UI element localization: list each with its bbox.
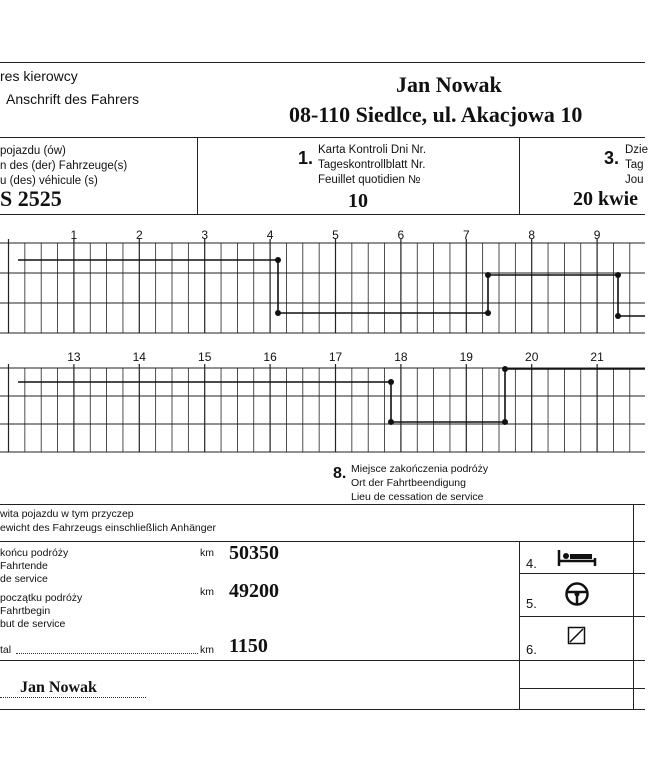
end-place-label-fr: Lieu de cessation de service [351,491,484,503]
legend-extra-rule [519,688,645,689]
bottom-grid-hour-label: 18 [394,350,408,364]
legend-bottom-rule [0,660,645,661]
bottom-grid-hour-label: 14 [132,350,146,364]
lower-section-rule [0,504,645,505]
end-place-number: 8. [333,465,347,482]
top-grid-hour-label: 4 [266,228,274,242]
date-label-de: Tag [625,159,644,171]
signature-dotted-line [0,697,146,698]
date-value: 20 kwie [573,188,638,210]
km-end-label-pl: końcu podróży [0,547,69,559]
bottom-grid-hour-label: 20 [525,350,539,364]
date-label-pl: Dzie [625,144,648,156]
top-activity-trace [18,260,645,316]
weight-label-pl: wita pojazdu w tym przyczep [0,508,134,520]
top-grid-hour-label: 6 [397,228,405,242]
bed-icon [557,548,597,568]
steering-wheel-icon [564,581,590,607]
date-label-fr: Jou [625,174,644,186]
km-start-label-de: Fahrtbegin [0,605,51,617]
legend-row-rule-1 [519,573,645,574]
end-place-label-pl: Miejsce zakończenia podróży [351,463,489,475]
bottom-grid-hour-label: 16 [263,350,277,364]
top-activity-trace-point [275,257,281,263]
card-label-pl: Karta Kontroli Dni Nr. [318,144,427,156]
km-start-unit: km [200,586,214,598]
top-grid-hour-label: 3 [201,228,209,242]
km-total-label: tal [0,644,12,656]
legend-right-border [633,504,634,709]
km-end-value: 50350 [229,542,279,564]
top-activity-trace-point [275,310,281,316]
driver-name: Jan Nowak [396,72,502,97]
bottom-activity-trace-point [502,419,508,425]
card-label-fr: Feuillet quotidien № [318,174,421,186]
date-field-number: 3. [604,148,620,168]
bottom-activity-trace-point [388,379,394,385]
top-grid-hour-label: 8 [528,228,536,242]
address-label-pl: res kierowcy [0,68,78,84]
top-grid-hour-label: 7 [462,228,470,242]
bottom-activity-trace-point [388,419,394,425]
km-total-value: 1150 [229,635,268,657]
top-grid-hour-label: 2 [135,228,143,242]
legend-left-border [519,541,520,709]
km-start-value: 49200 [229,580,279,602]
card-label-de: Tageskontrollblatt Nr. [318,159,426,171]
address-label-de: Anschrift des Fahrers [6,91,140,107]
vehicle-label-pl: pojazdu (ów) [0,145,66,157]
bottom-grid-hour-label: 13 [67,350,81,364]
km-end-label-fr: de service [0,573,48,585]
top-activity-trace-point [615,313,621,319]
vehicle-label-fr: u (des) véhicule (s) [0,175,98,187]
form-bottom-rule [0,709,645,710]
top-grid-hour-label: 5 [332,228,339,242]
km-start-label-fr: but de service [0,618,66,630]
legend-work-number: 6. [526,642,537,657]
top-activity-trace-point [485,310,491,316]
km-total-dotted-leader [16,653,198,654]
legend-rest-number: 4. [526,556,537,571]
km-end-unit: km [200,547,214,559]
card-field-number: 1. [298,148,314,168]
top-activity-trace-point [485,272,491,278]
weight-label-de: ewicht des Fahrzeugs einschließlich Anhänger [0,522,216,534]
km-start-label-pl: początku podróży [0,592,83,604]
vehicle-label-de: n des (der) Fahrzeuge(s) [0,160,128,172]
top-grid-hour-label: 1 [70,228,78,242]
bottom-grid-hour-label: 21 [590,350,604,364]
bottom-grid-hour-label: 17 [328,350,343,364]
card-value: 10 [348,190,368,212]
legend-driving-number: 5. [526,596,537,611]
top-activity-trace-point [615,272,621,278]
end-place-label-de: Ort der Fahrtbeendigung [351,477,466,489]
km-total-unit: km [200,644,214,656]
vehicle-plate: S 2525 [0,186,62,211]
top-grid-hour-label: 9 [593,228,601,242]
signature-name: Jan Nowak [20,679,97,696]
bottom-grid-hour-label: 19 [459,350,473,364]
legend-row-rule-2 [519,616,645,617]
driver-address: 08-110 Siedlce, ul. Akacjowa 10 [289,102,583,127]
bottom-grid-hour-label: 15 [198,350,212,364]
weight-bottom-rule [0,541,645,542]
km-end-label-de: Fahrtende [0,560,48,572]
crossed-square-icon [567,626,587,646]
bottom-activity-trace-point [502,366,508,372]
